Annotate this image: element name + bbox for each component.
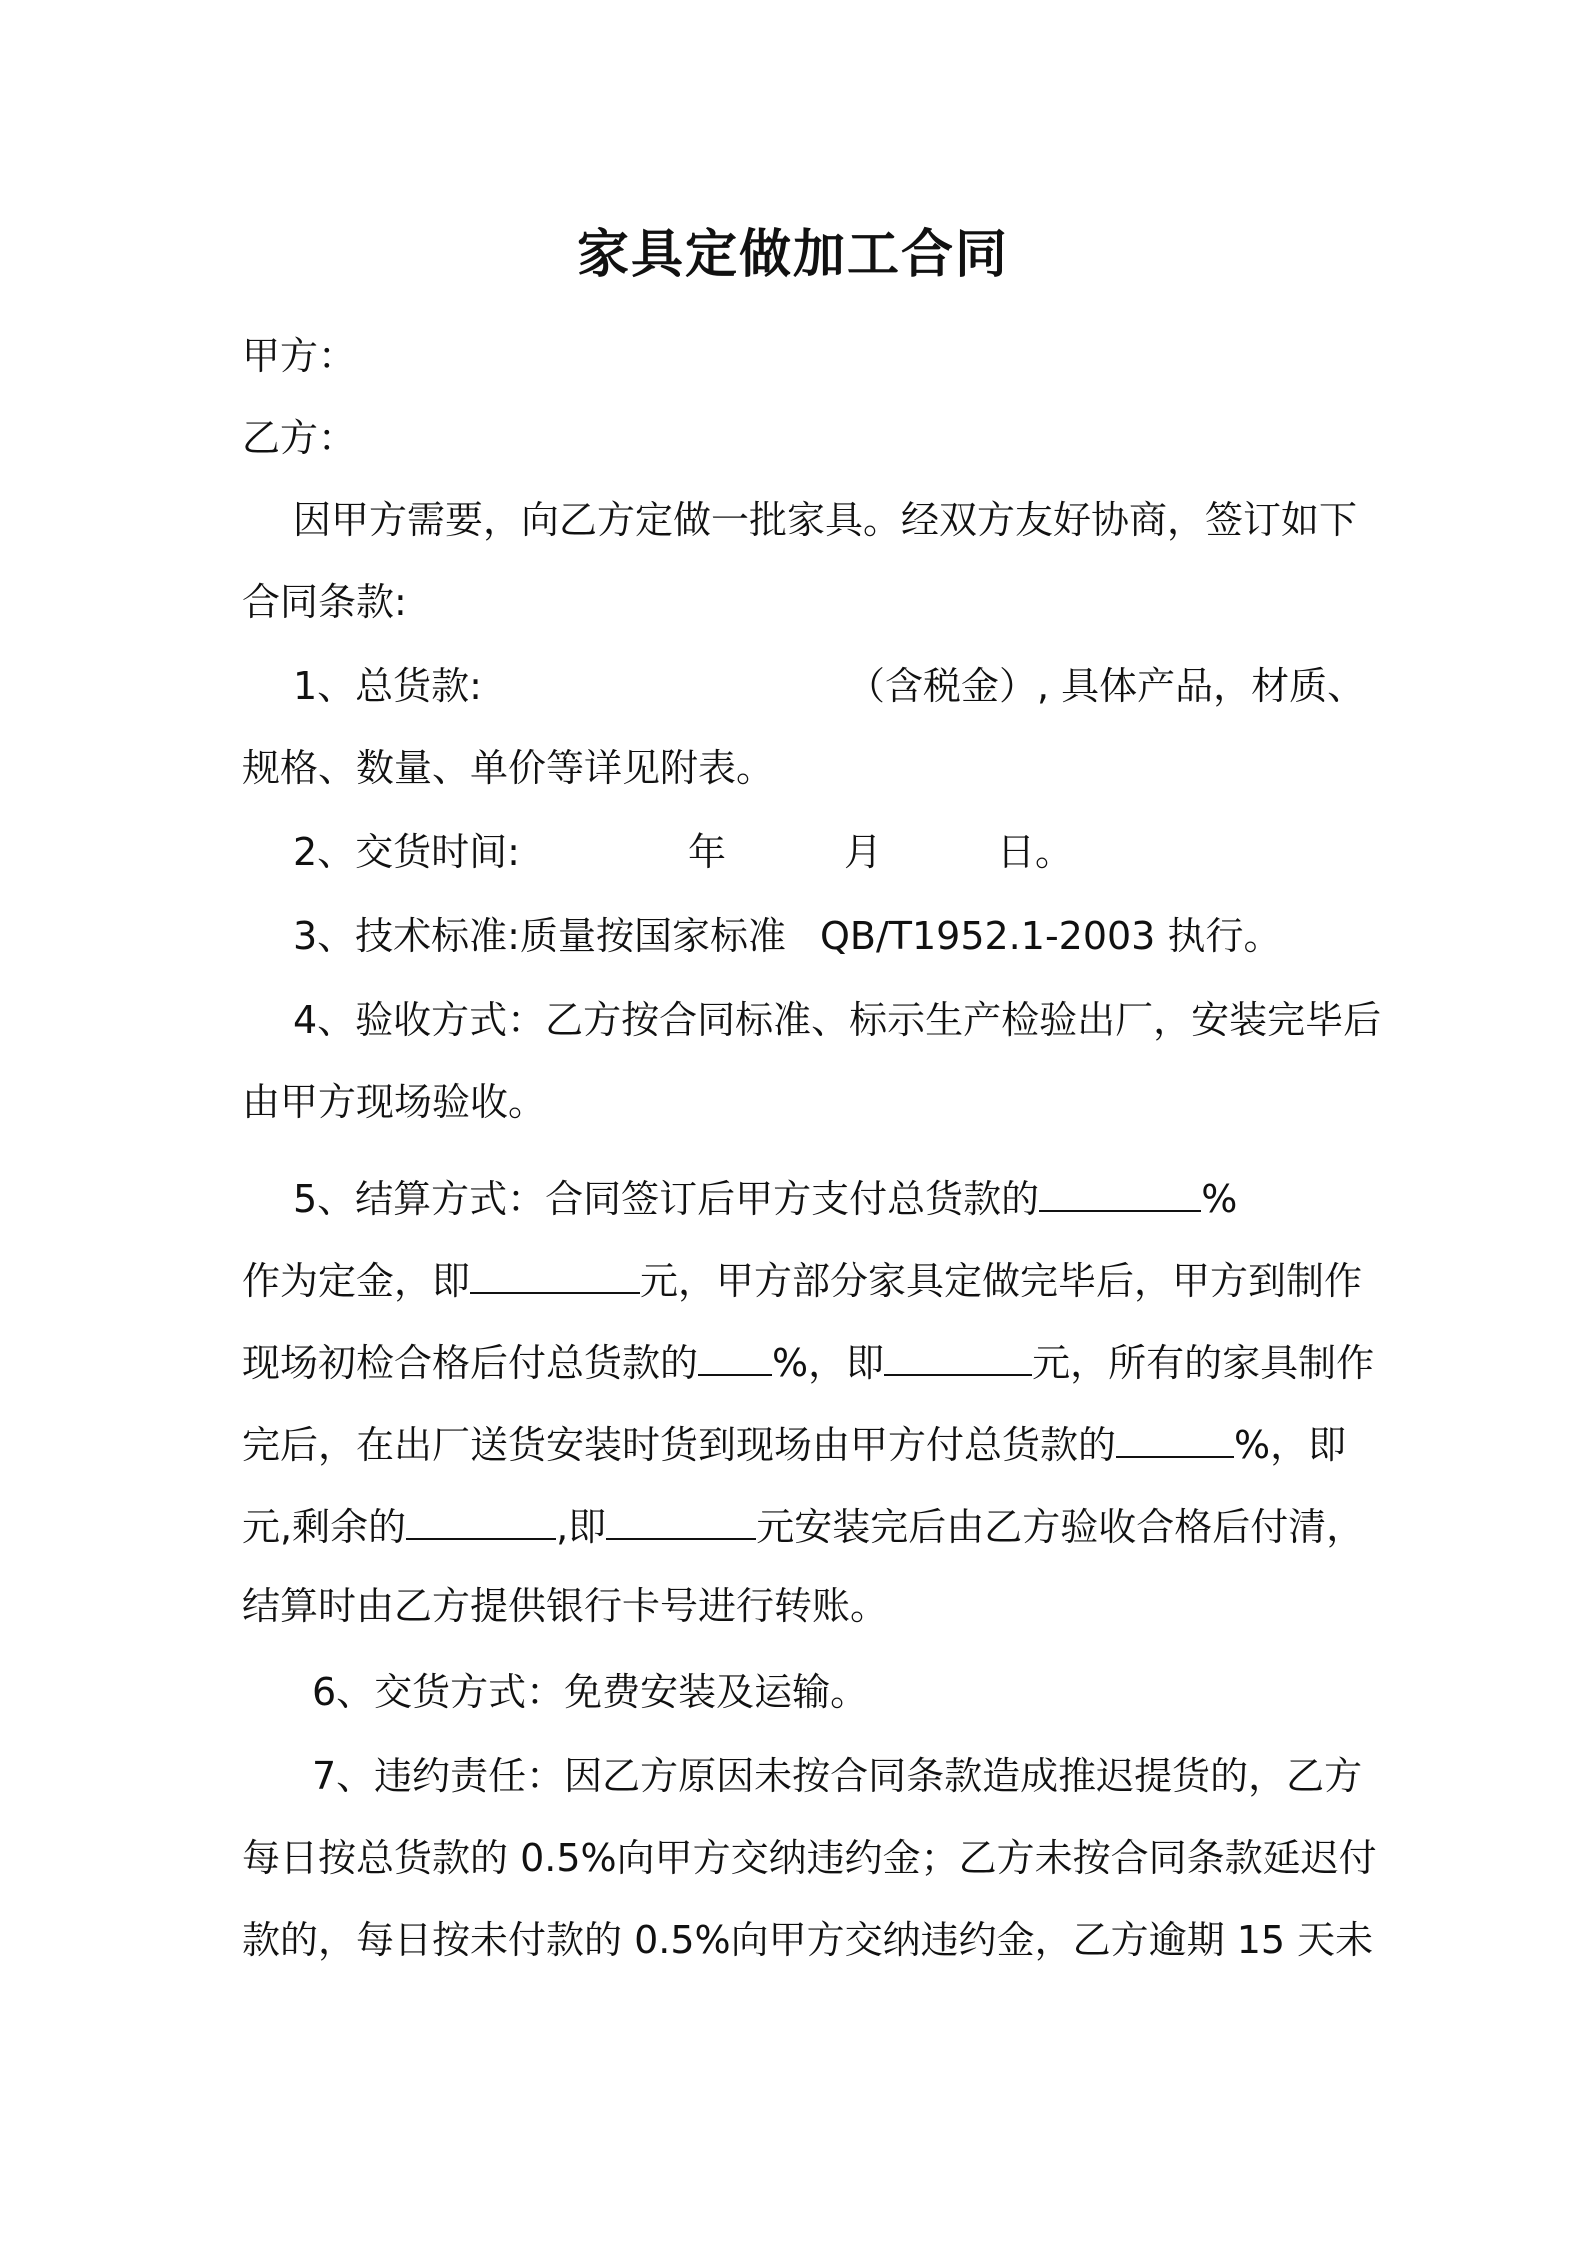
clause-5-line-4 [242, 1416, 1352, 1471]
clause-1-tax-text: （含税金）, 具体产品，材质、 [846, 664, 1366, 708]
clause-3-text: 3、技术标准:质量按国家标准 [293, 914, 786, 958]
clause-3-line [293, 910, 1403, 962]
party-b-label: 乙方： [242, 416, 357, 460]
clause-5-text: 元，甲方部分家具定做完毕后，甲方到制作 [640, 1259, 1363, 1303]
clause-5-line-6: 结算时由乙方提供银行卡号进行转账。 [242, 1584, 889, 1628]
deposit-percent-blank [1039, 1170, 1201, 1212]
clause-1-line-1 [293, 660, 1403, 712]
intro-line-2: 合同条款: [242, 580, 407, 624]
clause-5-line-5 [242, 1498, 1365, 1553]
clause-5-line-1 [293, 1170, 1403, 1225]
clause-4-line-2: 由甲方现场验收。 [242, 1080, 547, 1124]
year-label: 年 [687, 830, 726, 874]
clause-5-line-3 [242, 1334, 1375, 1389]
contract-title: 家具定做加工合同 [576, 225, 1009, 285]
party-a-label: 甲方： [242, 334, 357, 378]
standard-code: QB/T1952.1-2003 执行。 [819, 914, 1282, 958]
clause-5-text: 元，所有的家具制作 [1032, 1341, 1375, 1385]
clause-2-line [293, 826, 1403, 878]
clause-5-text: %，即 [1234, 1423, 1347, 1467]
clause-7-line-2: 每日按总货款的 0.5%向甲方交纳违约金；乙方未按合同条款延迟付 [242, 1836, 1377, 1880]
percent-sign: % [1201, 1177, 1238, 1221]
inspection-amount-blank [884, 1334, 1032, 1376]
clause-5-text: 元,剩余的 [242, 1505, 407, 1549]
inspection-percent-blank [698, 1334, 772, 1376]
clause-4-line-1: 4、验收方式：乙方按合同标准、标示生产检验出厂，安装完毕后 [293, 998, 1382, 1042]
clause-5-text: %，即 [772, 1341, 885, 1385]
intro-line-1: 因甲方需要，向乙方定做一批家具。经双方友好协商，签订如下 [293, 498, 1358, 542]
clause-1-line-2: 规格、数量、单价等详见附表。 [242, 746, 775, 790]
clause-5-text: 作为定金，即 [242, 1259, 471, 1303]
remaining-amount-blank [606, 1498, 756, 1540]
month-label: 月 [844, 830, 883, 874]
clause-5-text: 现场初检合格后付总货款的 [242, 1341, 699, 1385]
clause-5-text: 元安装完后由乙方验收合格后付清， [756, 1505, 1365, 1549]
clause-5-line-2 [242, 1252, 1363, 1307]
delivery-percent-blank [1116, 1416, 1234, 1458]
deposit-amount-blank [470, 1252, 640, 1294]
clause-7-line-1: 7、违约责任：因乙方原因未按合同条款造成推迟提货的，乙方 [312, 1754, 1363, 1798]
clause-1-label: 1、总货款: [293, 664, 482, 708]
day-label: 日。 [997, 830, 1074, 874]
remaining-percent-blank [406, 1498, 556, 1540]
clause-6-line: 6、交货方式：免费安装及运输。 [312, 1670, 869, 1714]
clause-7-line-3: 款的，每日按未付款的 0.5%向甲方交纳违约金，乙方逾期 15 天未 [242, 1918, 1374, 1962]
clause-2-label: 2、交货时间: [293, 830, 520, 874]
clause-5-text: 完后，在出厂送货安装时货到现场由甲方付总货款的 [242, 1423, 1117, 1467]
clause-5-text: 5、结算方式：合同签订后甲方支付总货款的 [293, 1177, 1040, 1221]
clause-5-text: ,即 [556, 1505, 607, 1549]
